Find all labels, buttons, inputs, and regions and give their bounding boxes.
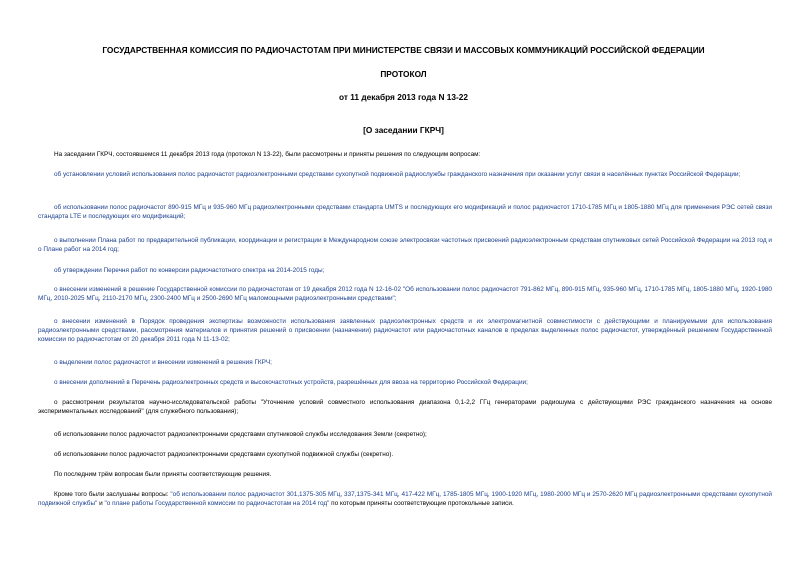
intro-paragraph: На заседании ГКРЧ, состоявшемся 11 декабря 2013 года (протокол N 13-22), были рассмотрены и приняты решения по следующим вопросам: [54,151,481,158]
agenda-item-urban-mobile[interactable]: об установлении условий использования полос радиочастот радиоэлектронными средствами сухопутной подвижной радиослужбы гражданского назначения при оказании услуг связи в населённых пунктах Российской Федерации; [54,171,741,178]
closing-suffix: по которым приняты соответствующие протокольные записи. [329,500,514,507]
document-date-number: от 11 декабря 2013 года N 13-22 [339,92,468,102]
agenda-item-earth-exploration: об использовании полос радиочастот радиоэлектронными средствами спутниковой службы исследования Земли (секретно); [54,431,427,438]
agenda-item-conversion-list[interactable]: об утверждении Перечня работ по конверсии радиочастотного спектра на 2014-2015 годы; [54,267,325,274]
agenda-item-band-allocation[interactable]: о выделении полос радиочастот и внесении изменений в решения ГКРЧ; [54,359,272,366]
last-three-note: По последним трём вопросам были приняты соответствующие решения. [54,471,272,478]
organization-title: ГОСУДАРСТВЕННАЯ КОМИССИЯ ПО РАДИОЧАСТОТАМ ПРИ МИНИСТЕРСТВЕ СВЯЗИ И МАССОВЫХ КОММУНИКАЦИЙ РОССИЙСКОЙ ФЕДЕРАЦИИ [102,45,705,55]
document-type: ПРОТОКОЛ [380,69,427,79]
agenda-item-expertise-procedure[interactable]: о внесении изменений в Порядок проведения экспертизы возможности использования заявленных радиоэлектронных средств и их электромагнитной совместимости с действующими и планируемыми для использования радиоэлектронными средствами, рассмотрения материалов и принятия решений о присвоении (назначении) радиочастот или радиочастотных каналов в пределах выделенных полос радиочастот, утверждённый решением Государственной комиссии по радиочастотам от 20 декабря 2011 года N 11-13-02; [38,318,772,343]
agenda-item-import-list[interactable]: о внесении дополнений в Перечень радиоэлектронных средств и высокочастотных устройств, разрешённых для ввоза на территорию Российской Федерации; [54,379,528,386]
closing-question-work-plan[interactable]: "о плане работы Государственной комиссии по радиочастотам на 2014 год" [104,500,330,507]
closing-question-bands[interactable]: "об использовании полос радиочастот 301,1375-305 МГц, 337,1375-341 МГц, 417-422 МГц, 1785-1805 МГц, 1900-1920 МГц, 1980-2000 МГц и 2570-2620 МГц радиоэлектронными средствами сухопутной подвижной службы" [38,491,772,507]
closing-mid: и [97,500,105,507]
closing-prefix: Кроме того были заслушаны вопросы: [54,491,171,498]
agenda-item-umts-lte[interactable]: об использовании полос радиочастот 890-915 МГц и 935-960 МГц радиоэлектронными средствами стандарта UMTS и последующих его модификаций и полос радиочастот 1710-1785 МГц и 1805-1880 МГц для применения РЭС сетей связи стандарта LTE и последующих его модификаций; [38,204,772,220]
agenda-item-satellite-plan[interactable]: о выполнении Плана работ по предварительной публикации, координации и регистрации в Международном союзе электросвязи частотных присвоений радиоэлектронным средствам спутниковых сетей Российской Федерации на 2013 год и о Плане работ на 2014 год; [38,237,772,253]
agenda-item-research-results: о рассмотрении результатов научно-исследовательской работы "Уточнение условий совместного использования диапазона 0,1-2,2 ГГц генераторами радиошума с действующими РЭС гражданского назначения на основе экспериментальных исследований" (для служебного пользования); [38,399,772,415]
agenda-item-decision-amendment[interactable]: о внесении изменений в решение Государственной комиссии по радиочастотам от 19 декабря 2012 года N 12-16-02 "Об использовании полос радиочастот 791-862 МГц, 890-915 МГц, 935-960 МГц, 1710-1785 МГц, 1805-1880 МГц, 1920-1980 МГц, 2010-2025 МГц, 2110-2170 МГц, 2300-2400 МГц и 2500-2690 МГц маломощными радиоэлектронными средствами"; [38,286,772,302]
closing-paragraph [38,490,772,508]
agenda-item-land-mobile: об использовании полос радиочастот радиоэлектронными средствами сухопутной подвижной службы (секретно). [54,451,394,458]
document-subject: [О заседании ГКРЧ] [363,125,444,135]
